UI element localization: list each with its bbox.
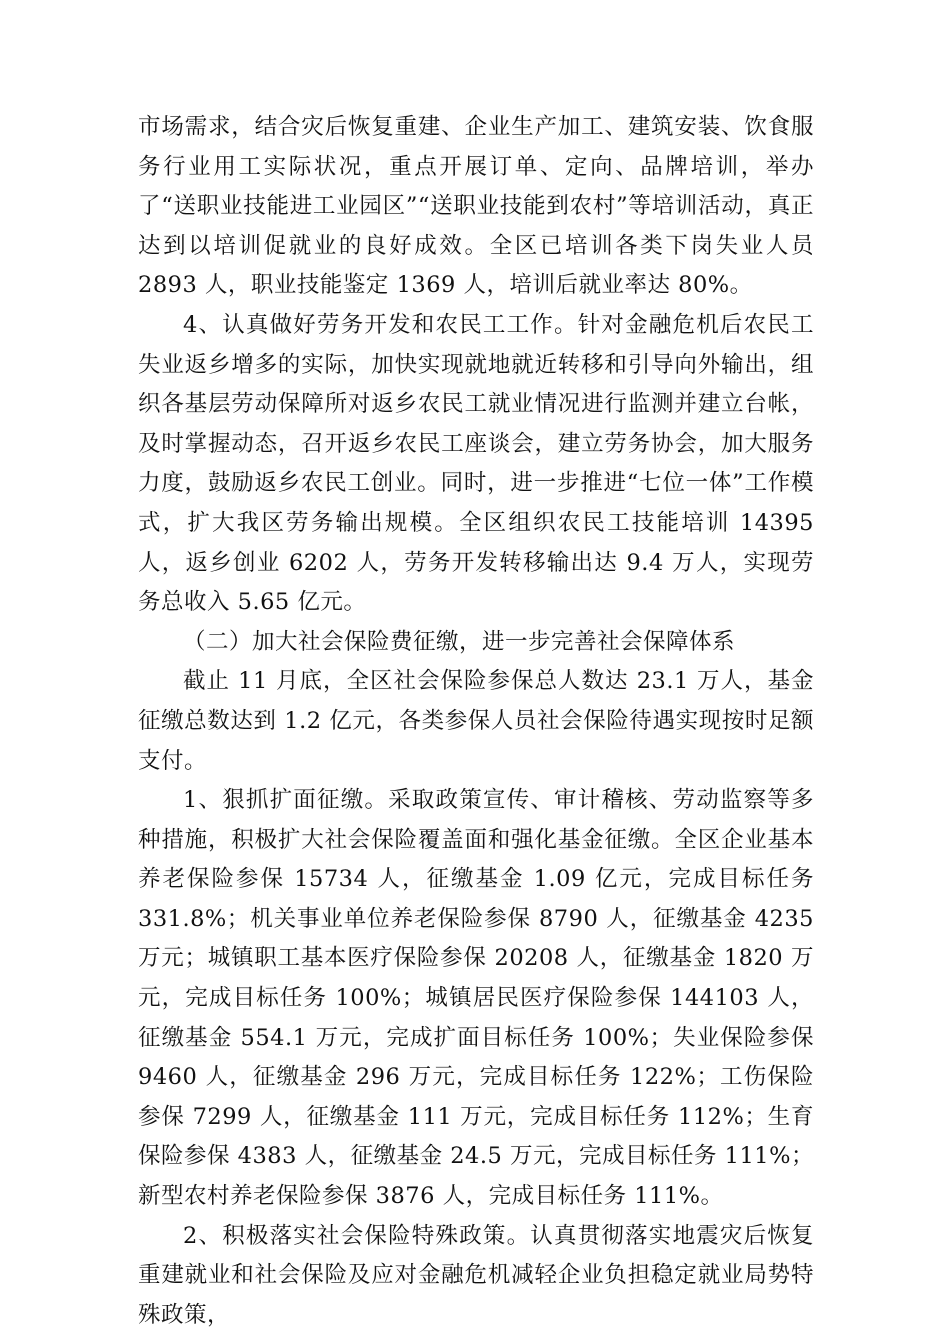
paragraph-training-results: 市场需求，结合灾后恢复重建、企业生产加工、建筑安装、饮食服务行业用工实际状况，重点开展订单、定向、品牌培训，举办了“送职业技能进工业园区”“送职业技能到农村”等培训活动，真正达到以培训促就业的良好成效。全区已培训各类下岗失业人员 2893 人，职业技能鉴定 1369 人，培训后就业率达 80%。 xyxy=(138,114,814,299)
paragraph-labor-migrant-work: 4、认真做好劳务开发和农民工工作。针对金融危机后农民工失业返乡增多的实际，加快实现就地就近转移和引导向外输出，组织各基层劳动保障所对返乡农民工就业情况进行监测并建立台帐，及时掌握动态，召开返乡农民工座谈会，建立劳务协会，加大服务力度，鼓励返乡农民工创业。同时，进一步推进“七位一体”工作模式，扩大我区劳务输出规模。全区组织农民工技能培训 14395 人，返乡创业 6202 人，劳务开发转移输出达 9.4 万人，实现劳务总收入 5.65 亿元。 xyxy=(138,311,814,616)
paragraph-special-policies: 2、积极落实社会保险特殊政策。认真贯彻落实地震灾后恢复重建就业和社会保险及应对金融危机减轻企业负担稳定就业局势特殊政策， xyxy=(138,1222,814,1328)
section-heading-social-insurance: （二）加大社会保险费征缴，进一步完善社会保障体系 xyxy=(183,628,736,655)
paragraph-expand-collection: 1、狠抓扩面征缴。采取政策宣传、审计稽核、劳动监察等多种措施，积极扩大社会保险覆盖面和强化基金征缴。全区企业基本养老保险参保 15734 人，征缴基金 1.09 亿元，完成目标任务 331.8%；机关事业单位养老保险参保 8790 人，征缴基金 4235 万元；城镇职工基本医疗保险参保 20208 人，征缴基金 1820 万元，完成目标任务 100%；城镇居民医疗保险参保 144103 人，征缴基金 554.1 万元，完成扩面目标任务 100%；失业保险参保 9460 人，征缴基金 296 万元，完成目标任务 122%；工伤保险参保 7299 人，征缴基金 111 万元，完成目标任务 112%；生育保险参保 4383 人，征缴基金 24.5 万元，完成目标任务 111%；新型农村养老保险参保 3876 人，完成目标任务 111%。 xyxy=(138,787,814,1210)
document-body xyxy=(138,108,814,1335)
paragraph-insurance-summary: 截止 11 月底，全区社会保险参保总人数达 23.1 万人，基金征缴总数达到 1.2 亿元，各类参保人员社会保险待遇实现按时足额支付。 xyxy=(138,668,814,774)
